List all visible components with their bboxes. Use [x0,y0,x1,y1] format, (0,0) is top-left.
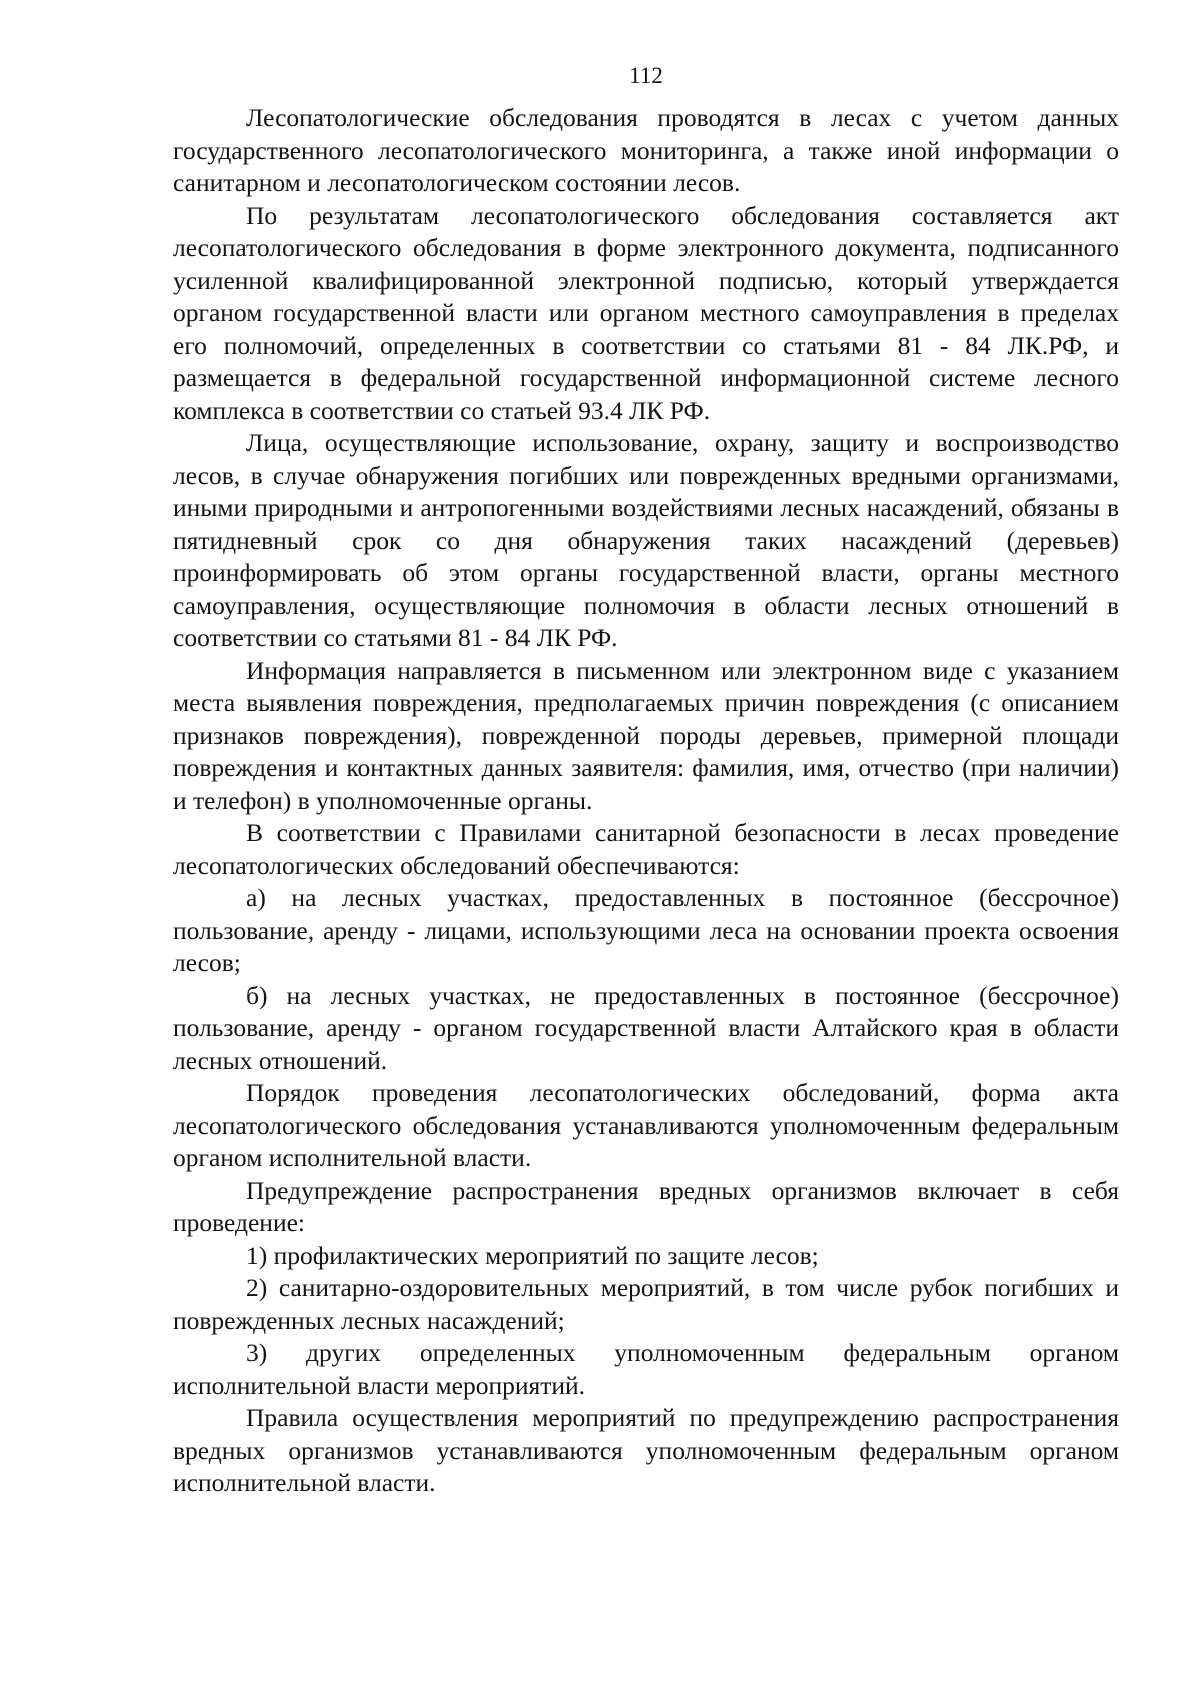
paragraph-survey-act: По результатам лесопатологического обследования составляется акт лесопатологического обследования в форме электронного документа, подписанного усиленной квалифицированной электронной подписью, который утверждается органом государственной власти или органом местного самоуправления в пределах его полномочий, определенных в соответствии со статьями 81 - 84 ЛК.РФ, и размещается в федеральной государственной информационной системе лесного комплекса в соответствии со статьей 93.4 ЛК РФ. [173,200,1119,425]
list-item-3: 3) других определенных уполномоченным федеральным органом исполнительной власти мероприятий. [173,1338,1119,1400]
page-number: 112 [629,63,663,88]
paragraph-survey-procedure: Порядок проведения лесопатологических обследований, форма акта лесопатологического обследования устанавливаются уполномоченным федеральным органом исполнительной власти. [173,1078,1119,1172]
list-item-a: а) на лесных участках, предоставленных в постоянное (бессрочное) пользование, аренду - лицами, использующими леса на основании проекта освоения лесов; [173,883,1119,977]
paragraph-information-content: Информация направляется в письменном или электронном виде с указанием места выявления повреждения, предполагаемых причин повреждения (с описанием признаков повреждения), поврежденной породы деревьев, примерной площади повреждения и контактных данных заявителя: фамилия, имя, отчество (при наличии) и телефон) в уполномоченные органы. [173,655,1119,815]
list-item-2: 2) санитарно-оздоровительных мероприятий, в том числе рубок погибших и поврежденных лесных насаждений; [173,1273,1119,1335]
list-item-b: б) на лесных участках, не предоставленных в постоянное (бессрочное) пользование, аренду - органом государственной власти Алтайского края в области лесных отношений. [173,980,1119,1075]
document-page [173,62,1119,1500]
paragraph-prevention-rules: Правила осуществления мероприятий по предупреждению распространения вредных организмов устанавливаются уполномоченным федеральным органом исполнительной власти. [173,1403,1119,1497]
paragraph-survey-data: Лесопатологические обследования проводятся в лесах с учетом данных государственного лесопатологического мониторинга, а также иной информации о санитарном и лесопатологическом состоянии лесов. [173,103,1119,197]
paragraph-sanitary-rules: В соответствии с Правилами санитарной безопасности в лесах проведение лесопатологических обследований обеспечиваются: [173,818,1119,880]
list-item-1: 1) профилактических мероприятий по защите лесов; [246,1240,819,1270]
paragraph-persons-obligation: Лица, осуществляющие использование, охрану, защиту и воспроизводство лесов, в случае обнаружения погибших или поврежденных вредными организмами, иными природными и антропогенными воздействиями лесных насаждений, обязаны в пятидневный срок со дня обнаружения таких насаждений (деревьев) проинформировать об этом органы государственной власти, органы местного самоуправления, осуществляющие полномочия в области лесных отношений в соответствии со статьями 81 - 84 ЛК РФ. [173,428,1119,652]
paragraph-prevention: Предупреждение распространения вредных организмов включает в себя проведение: [173,1175,1119,1237]
